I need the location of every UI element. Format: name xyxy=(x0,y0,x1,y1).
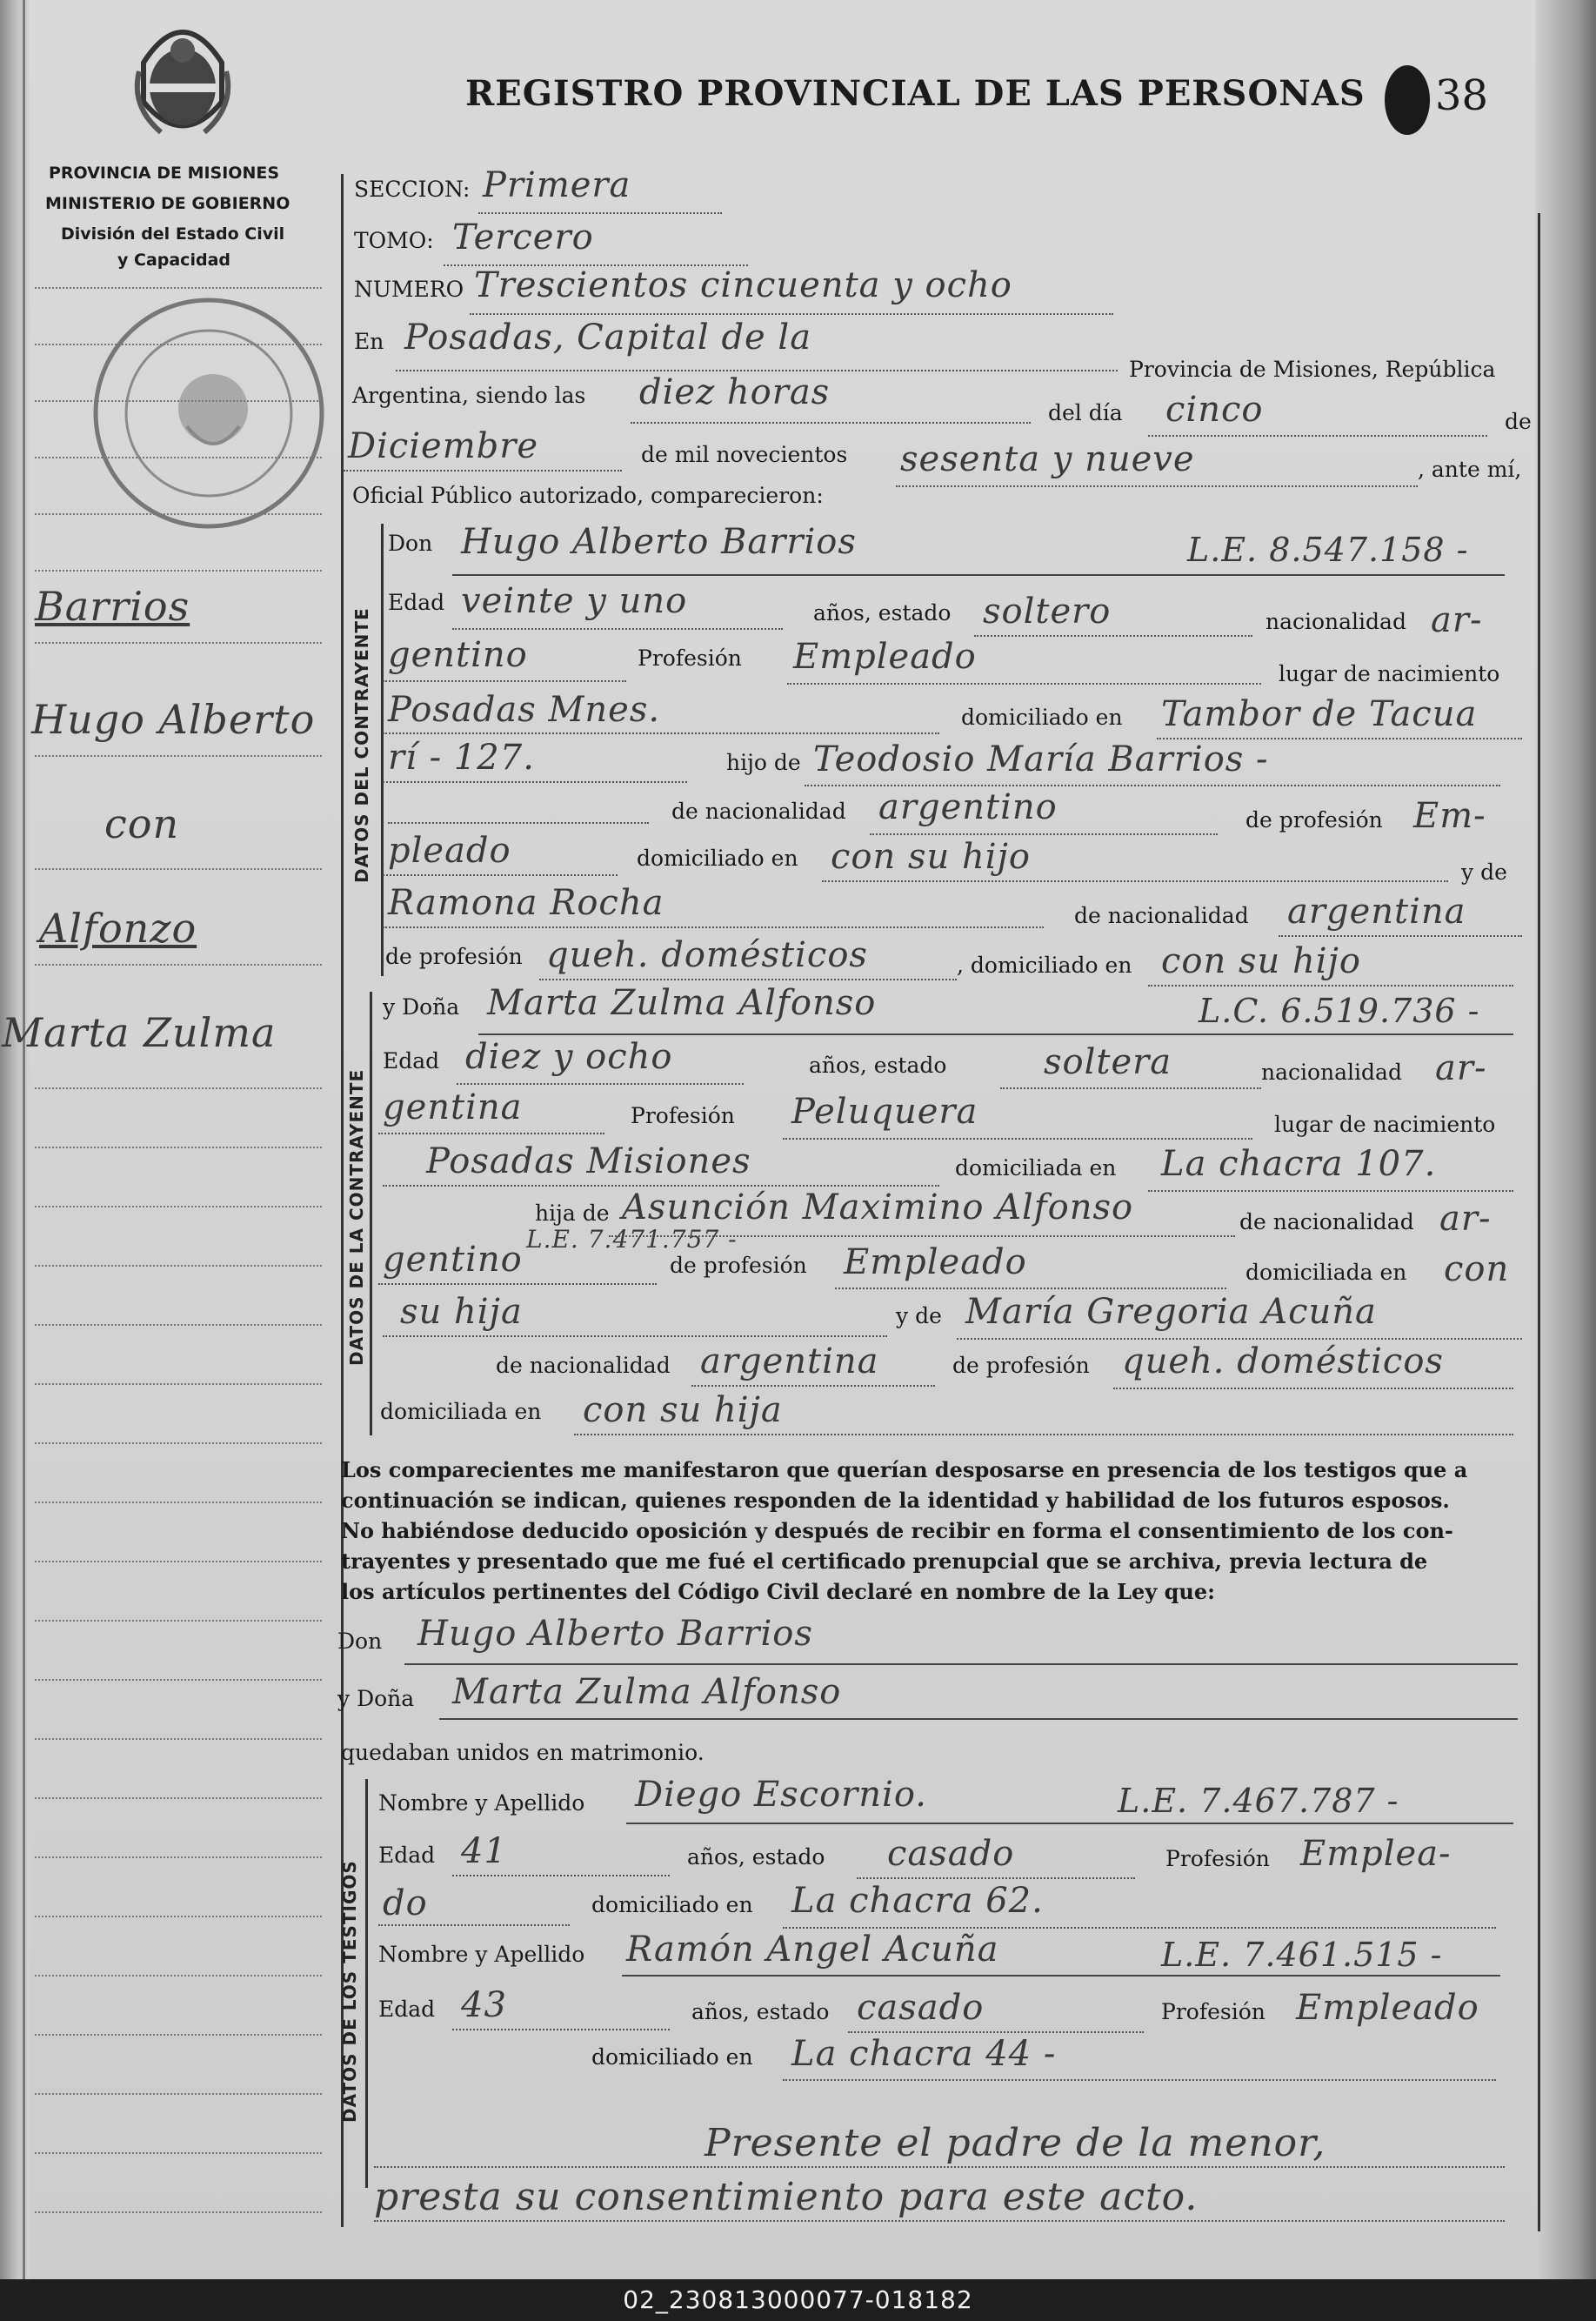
rule-t1-edad xyxy=(452,1875,670,1876)
label-domiciliada-dona-madre: domiciliada en xyxy=(380,1399,542,1424)
label-don-decl: Don xyxy=(337,1629,383,1654)
rule-t1-nombre xyxy=(626,1823,1513,1824)
paragraph-line-2: continuación se indican, quienes responden de la identidad y habilidad de los futuros esposos. xyxy=(341,1488,1450,1513)
value-dona-padre-nac-a: ar- xyxy=(1439,1199,1492,1239)
label-ante-mi: , ante mí, xyxy=(1418,457,1522,482)
division-name-2: y Capacidad xyxy=(117,251,230,270)
label-seccion: SECCION: xyxy=(354,177,471,202)
division-name: División del Estado Civil xyxy=(61,224,285,244)
rule-dona-madre xyxy=(957,1338,1522,1340)
margin-rule xyxy=(35,1856,322,1858)
paragraph-line-5: los artículos pertinentes del Código Civil declaré en nombre de la Ley que: xyxy=(341,1579,1215,1604)
value-don-domicilio-b: rí - 127. xyxy=(388,738,535,778)
rule-don-madre-prof xyxy=(539,979,957,980)
label-nombre-t2: Nombre y Apellido xyxy=(378,1942,585,1967)
official-stamp xyxy=(83,287,335,539)
document-id-footer: 02_230813000077-018182 xyxy=(0,2279,1596,2321)
margin-rule xyxy=(35,1206,322,1207)
label-domiciliado-t2: domiciliado en xyxy=(591,2044,753,2070)
margin-rule xyxy=(35,1975,322,1977)
label-nacionalidad-don: nacionalidad xyxy=(1265,609,1406,634)
rule-don-padre-dom xyxy=(822,880,1448,882)
label-domiciliado-padre: domiciliado en xyxy=(637,846,798,871)
margin-rule xyxy=(35,1916,322,1917)
value-don-madre-nac: argentina xyxy=(1287,892,1466,932)
value-t2-doc: L.E. 7.461.515 - xyxy=(1161,1936,1443,1974)
margin-rule xyxy=(35,964,322,966)
margin-note-bride-surname: Alfonzo xyxy=(39,905,197,952)
label-profesion-dona: Profesión xyxy=(631,1103,735,1128)
label-nombre-t1: Nombre y Apellido xyxy=(378,1790,585,1816)
rule-don-padre-prof xyxy=(383,874,618,876)
margin-note-given-name: Hugo Alberto xyxy=(31,696,316,743)
label-anos-estado-dona: años, estado xyxy=(809,1053,947,1078)
value-dona-madre-dom: con su hija xyxy=(583,1390,783,1430)
value-dona-profesion: Peluquera xyxy=(791,1092,978,1132)
label-lugar-nac-dona: lugar de nacimiento xyxy=(1274,1112,1496,1137)
value-don-doc: L.E. 8.547.158 - xyxy=(1187,531,1469,569)
rule-dona-edad xyxy=(457,1083,744,1085)
value-anio: sesenta y nueve xyxy=(900,439,1195,479)
label-nacionalidad-dona: nacionalidad xyxy=(1261,1060,1402,1085)
value-dona-doc: L.C. 6.519.736 - xyxy=(1199,992,1480,1030)
label-numero: NUMERO xyxy=(354,277,464,302)
value-dona-padre-dom-a: con xyxy=(1444,1249,1510,1289)
value-don-padre-prof-b: pleado xyxy=(388,831,511,871)
value-dona-lugar-nac: Posadas Misiones xyxy=(426,1141,751,1181)
value-don-nac-b: gentino xyxy=(388,635,528,675)
value-don-padre-dom: con su hijo xyxy=(831,837,1032,877)
margin-rule xyxy=(35,457,322,458)
value-dona-padre-nac-b: gentino xyxy=(383,1240,523,1280)
value-dona-domicilio: La chacra 107. xyxy=(1161,1144,1437,1184)
rule-dona-madre-prof xyxy=(1113,1388,1513,1389)
rule-seccion xyxy=(478,212,722,214)
paragraph-line-4: trayentes y presentado que me fué el certificado prenupcial que se archiva, previa lectura de xyxy=(341,1548,1428,1574)
margin-rule xyxy=(35,642,322,644)
rule-dona-madre-nac xyxy=(691,1385,935,1387)
rule-dona-domicilio xyxy=(1148,1190,1513,1192)
margin-rule xyxy=(35,2034,322,2036)
value-lugar: Posadas, Capital de la xyxy=(404,318,812,358)
label-y-de-dona: y de xyxy=(896,1303,942,1328)
value-dona-madre-nac: argentina xyxy=(700,1341,879,1381)
margin-rule xyxy=(35,2093,322,2095)
value-don-madre-dom: con su hijo xyxy=(1161,941,1362,981)
value-dona-padre: Asunción Maximino Alfonso xyxy=(622,1187,1134,1227)
rule-dona xyxy=(478,1033,1513,1035)
ministry-name: MINISTERIO DE GOBIERNO xyxy=(45,194,290,213)
paragraph-line-3: No habiéndose deducido oposición y después de recibir en forma el consentimiento de los con- xyxy=(341,1518,1453,1543)
margin-rule xyxy=(35,1324,322,1326)
margin-rule xyxy=(35,2152,322,2154)
label-lugar-nac-don: lugar de nacimiento xyxy=(1279,661,1500,686)
rule-don-padre-nac xyxy=(870,833,1218,835)
label-anos-estado-don: años, estado xyxy=(813,600,952,625)
label-hija-de: hija de xyxy=(535,1201,610,1226)
binding-line xyxy=(23,0,25,2279)
coat-of-arms-icon xyxy=(126,19,239,150)
value-don-estado: soltero xyxy=(983,592,1112,632)
rule-don-domicilio-b xyxy=(383,781,687,783)
label-profesion-t2: Profesión xyxy=(1161,1999,1265,2024)
rule-don-padre-b xyxy=(388,822,649,824)
rule-numero xyxy=(470,313,1113,315)
label-domiciliada-dona-padre: domiciliada en xyxy=(1245,1260,1407,1285)
margin-rule xyxy=(35,1797,322,1799)
value-mes: Diciembre xyxy=(348,426,539,466)
value-don-madre-prof: queh. domésticos xyxy=(546,935,868,975)
margin-note-surname: Barrios xyxy=(35,583,190,630)
page-number: 38 xyxy=(1435,71,1489,120)
margin-rule xyxy=(35,344,322,345)
label-profesion-don: Profesión xyxy=(638,645,742,671)
rule-lugar xyxy=(396,370,1118,371)
margin-rule xyxy=(35,1679,322,1681)
rule-don xyxy=(452,574,1505,576)
margin-rule xyxy=(35,1561,322,1562)
value-decl-don: Hugo Alberto Barrios xyxy=(417,1614,813,1654)
value-dona-nac-a: ar- xyxy=(1435,1048,1487,1088)
margin-note-bride-name: Marta Zulma xyxy=(2,1009,277,1056)
label-de-nacionalidad-dona-madre: de nacionalidad xyxy=(496,1353,671,1378)
rule-don-madre xyxy=(383,926,1044,928)
frame-right-border xyxy=(1538,213,1540,2231)
rule-decl-dona xyxy=(439,1718,1518,1720)
label-domiciliado-don: domiciliado en xyxy=(961,705,1123,730)
label-profesion-t1: Profesión xyxy=(1165,1846,1270,1871)
section-label-bride: DATOS DE LA CONTRAYENTE xyxy=(346,1068,367,1366)
rule-mes xyxy=(344,470,622,472)
value-don-nac-a: ar- xyxy=(1431,600,1483,640)
margin-rule xyxy=(35,868,322,870)
rule-dia xyxy=(1148,435,1487,437)
label-tomo: TOMO: xyxy=(354,228,434,253)
label-quedaban: quedaban unidos en matrimonio. xyxy=(341,1740,705,1765)
label-coma-domiciliado: , domiciliado en xyxy=(957,953,1132,978)
label-oficial: Oficial Público autorizado, comparecieron: xyxy=(352,483,824,508)
value-dona-nac-b: gentina xyxy=(383,1087,523,1127)
label-don: Don xyxy=(388,531,433,556)
rule-don-estado xyxy=(974,635,1252,637)
value-dona-padre-prof: Empleado xyxy=(844,1242,1027,1282)
label-de-1: de xyxy=(1505,409,1532,434)
label-de-nacionalidad-padre: de nacionalidad xyxy=(671,799,846,824)
value-don-nombre: Hugo Alberto Barrios xyxy=(461,522,857,562)
rule-dona-padre-nac xyxy=(378,1283,657,1285)
margin-rule xyxy=(35,1620,322,1622)
rule-don-padre xyxy=(805,785,1500,786)
closing-note-1: Presente el padre de la menor, xyxy=(705,2121,1326,2165)
value-don-profesion: Empleado xyxy=(793,637,977,677)
rule-t2-nombre xyxy=(622,1975,1500,1977)
label-y-dona: y Doña xyxy=(383,994,460,1020)
section-label-witnesses: DATOS DE LOS TESTIGOS xyxy=(339,1860,360,2123)
value-dona-madre-prof: queh. domésticos xyxy=(1122,1341,1444,1381)
rule-t2-edad xyxy=(452,2029,670,2030)
margin-rule xyxy=(35,570,322,572)
margin-note-con: con xyxy=(104,800,180,847)
rule-dona-madre-dom xyxy=(574,1434,1513,1435)
value-t2-edad: 43 xyxy=(461,1985,507,2025)
rule-don-edad xyxy=(452,628,783,630)
value-t1-nombre: Diego Escornio. xyxy=(635,1775,927,1815)
rule-t1-prof xyxy=(378,1924,570,1926)
value-numero: Trescientos cincuenta y ocho xyxy=(474,265,1012,305)
value-dona-edad: diez y ocho xyxy=(465,1037,673,1077)
label-domiciliado-t1: domiciliado en xyxy=(591,1892,753,1917)
label-de-profesion-dona-padre: de profesión xyxy=(670,1253,807,1278)
label-de-profesion-padre: de profesión xyxy=(1245,807,1383,833)
margin-rule xyxy=(35,1738,322,1740)
rule-t2-dom xyxy=(783,2079,1496,2081)
label-de-nacionalidad-dona-padre: de nacionalidad xyxy=(1239,1209,1414,1234)
rule-dona-padre-prof xyxy=(835,1288,1226,1289)
margin-rule xyxy=(35,400,322,402)
value-don-edad: veinte y uno xyxy=(461,581,688,621)
province-name: PROVINCIA DE MISIONES xyxy=(49,164,280,183)
rule-hora xyxy=(631,422,1031,424)
margin-rule xyxy=(35,1087,322,1089)
value-don-lugar-nac: Posadas Mnes. xyxy=(388,690,661,730)
value-t2-estado: casado xyxy=(857,1988,985,2028)
rule-don-lugar xyxy=(383,732,939,734)
value-dona-madre: María Gregoria Acuña xyxy=(965,1292,1377,1332)
section-bar-bride xyxy=(370,992,372,1435)
rule-decl-don xyxy=(404,1663,1518,1665)
paragraph-line-1: Los comparecientes me manifestaron que querían desposarse en presencia de los testigos que a xyxy=(341,1457,1468,1482)
label-provincia: Provincia de Misiones, República xyxy=(1129,357,1496,382)
label-en: En xyxy=(354,329,384,354)
value-decl-dona: Marta Zulma Alfonso xyxy=(452,1672,842,1712)
rule-dona-estado xyxy=(1000,1087,1261,1089)
rule-dona-nac xyxy=(378,1133,604,1134)
margin-rule xyxy=(35,1502,322,1503)
closing-note-2: presta su consentimiento para este acto. xyxy=(374,2175,1199,2219)
value-dona-padre-dom-b: su hija xyxy=(400,1292,523,1332)
label-y-de: y de xyxy=(1461,860,1507,885)
value-dona-estado: soltera xyxy=(1044,1042,1172,1082)
label-de-profesion-dona-madre: de profesión xyxy=(952,1353,1090,1378)
section-bar-witnesses xyxy=(365,1779,368,2188)
rule-t2-estado xyxy=(848,2031,1144,2033)
margin-rule xyxy=(35,513,322,515)
ink-blot xyxy=(1381,61,1433,139)
label-del-dia: del día xyxy=(1048,400,1123,425)
value-dia: cinco xyxy=(1165,390,1264,430)
label-domiciliada-dona: domiciliada en xyxy=(955,1155,1117,1181)
rule-dona-lugar xyxy=(383,1185,939,1187)
label-anos-estado-t1: años, estado xyxy=(687,1844,825,1870)
label-hijo-de: hijo de xyxy=(726,750,801,775)
document-title: REGISTRO PROVINCIAL DE LAS PERSONAS xyxy=(465,73,1366,114)
value-don-domicilio-a: Tambor de Tacua xyxy=(1161,694,1478,734)
rule-dona-padre-dom xyxy=(383,1335,887,1337)
rule-t1-estado xyxy=(857,1877,1135,1879)
value-t2-prof: Empleado xyxy=(1296,1988,1479,2028)
label-de-profesion-madre: de profesión xyxy=(385,944,523,969)
rule-closing-1 xyxy=(374,2166,1505,2168)
label-edad-t2: Edad xyxy=(378,1997,436,2022)
value-t2-nombre: Ramón Angel Acuña xyxy=(626,1930,999,1970)
value-t1-prof-b: do xyxy=(383,1883,428,1923)
rule-don-profesion xyxy=(787,683,1261,685)
rule-anio xyxy=(896,485,1418,487)
rule-t1-dom xyxy=(783,1927,1496,1929)
value-dona-padre-doc: L.E. 7.471.757 - xyxy=(526,1225,738,1254)
rule-don-madre-nac xyxy=(1279,935,1522,937)
value-t1-edad: 41 xyxy=(461,1831,507,1871)
label-edad-t1: Edad xyxy=(378,1843,436,1868)
value-t1-prof-a: Emplea- xyxy=(1300,1834,1452,1874)
margin-rule xyxy=(35,1383,322,1385)
page-edge-shadow xyxy=(1535,0,1596,2279)
section-label-groom: DATOS DEL CONTRAYENTE xyxy=(351,607,372,883)
section-bar-groom xyxy=(381,524,384,976)
rule-don-madre-dom xyxy=(1148,985,1513,987)
value-don-padre-nac: argentino xyxy=(878,787,1058,827)
value-t1-doc: L.E. 7.467.787 - xyxy=(1118,1782,1399,1820)
label-de-nacionalidad-madre: de nacionalidad xyxy=(1074,903,1249,928)
margin-rule xyxy=(35,1147,322,1148)
margin-rule xyxy=(35,755,322,757)
value-t2-dom: La chacra 44 - xyxy=(791,2034,1057,2074)
rule-closing-2 xyxy=(374,2220,1505,2222)
label-argentina-siendo: Argentina, siendo las xyxy=(352,383,586,408)
value-t1-dom: La chacra 62. xyxy=(791,1881,1044,1921)
label-anos-estado-t2: años, estado xyxy=(691,1999,830,2024)
value-tomo: Tercero xyxy=(452,217,594,258)
label-edad-dona: Edad xyxy=(383,1048,440,1074)
value-don-padre-prof-a: Em- xyxy=(1413,796,1486,836)
rule-don-nac xyxy=(383,680,626,682)
value-seccion: Primera xyxy=(483,165,631,205)
value-dona-nombre: Marta Zulma Alfonso xyxy=(487,983,877,1023)
margin-rule xyxy=(35,1265,322,1267)
label-edad-don: Edad xyxy=(388,590,445,615)
margin-rule xyxy=(35,2211,322,2213)
value-hora: diez horas xyxy=(639,372,831,412)
value-don-madre: Ramona Rocha xyxy=(388,883,664,923)
margin-rule xyxy=(35,287,322,289)
value-t1-estado: casado xyxy=(887,1834,1015,1874)
rule-dona-profesion xyxy=(783,1138,1252,1140)
label-y-dona-decl: y Doña xyxy=(337,1686,415,1711)
margin-rule xyxy=(35,1442,322,1444)
label-de-mil: de mil novecientos xyxy=(641,442,848,467)
value-don-padre: Teodosio María Barrios - xyxy=(813,739,1269,779)
